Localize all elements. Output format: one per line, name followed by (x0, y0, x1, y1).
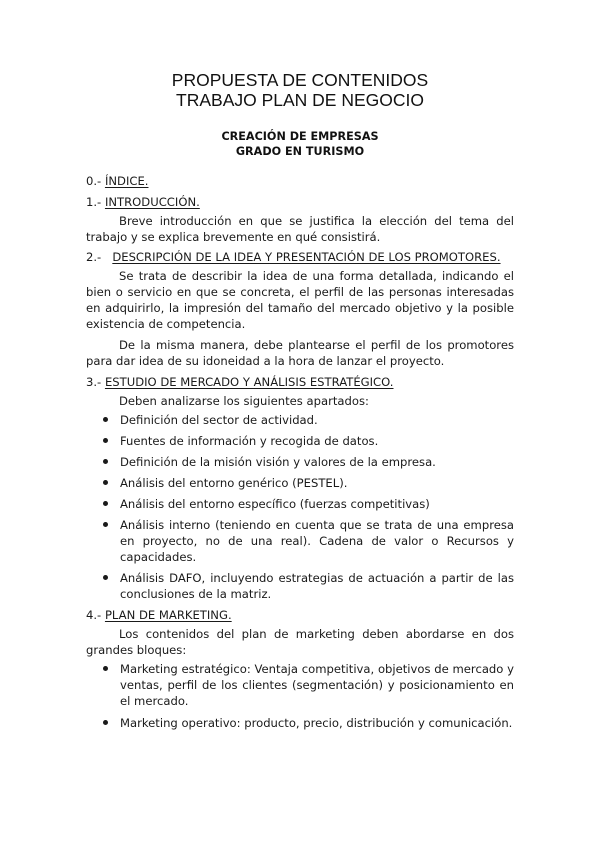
list-item (86, 454, 514, 470)
bullet-icon (103, 666, 108, 671)
section-title: DESCRIPCIÓN DE LA IDEA Y PRESENTACIÓN DE LOS PROMOTORES. (112, 250, 501, 264)
document-title (0, 70, 600, 110)
list-item (86, 570, 514, 602)
list-item-text: Análisis del entorno específico (fuerzas competitivas) (120, 497, 430, 511)
section-number: 2.- (86, 250, 113, 264)
list-item-text: Marketing operativo: producto, precio, distribución y comunicación. (120, 716, 513, 730)
section-heading-introduccion (86, 194, 514, 210)
section-heading-indice (86, 173, 514, 189)
list-item (86, 433, 514, 449)
list-item (86, 412, 514, 428)
list-item (86, 496, 514, 512)
bullet-icon (103, 575, 108, 580)
section-title: INTRODUCCIÓN. (104, 195, 200, 209)
section-title: ESTUDIO DE MERCADO Y ANÁLISIS ESTRATÉGICO. (104, 375, 394, 389)
section-number: 1.- (86, 195, 105, 209)
list-item-text: Definición del sector de actividad. (120, 413, 318, 427)
list-item-text: Definición de la misión visión y valores de la empresa. (120, 455, 436, 469)
subtitle-line-2: GRADO EN TURISMO (235, 145, 365, 158)
section-number: 0.- (86, 174, 105, 188)
list-item (86, 475, 514, 491)
section-heading-plan-marketing (86, 607, 514, 623)
list-item (86, 661, 514, 709)
list-item-text: Análisis interno (teniendo en cuenta que se trata de una empresa en proyecto, no de una real). Cadena de valor o Recursos y capacidades. (120, 518, 514, 564)
paragraph: Se trata de describir la idea de una forma detallada, indicando el bien o servicio en que se concreta, el perfil de las personas interesadas en adquirirlo, la impresión del tamaño del mercado objetivo y la posible existencia de competencia. (86, 269, 514, 331)
title-line-2: TRABAJO PLAN DE NEGOCIO (176, 90, 424, 110)
list-item-text: Marketing estratégico: Ventaja competitiva, objetivos de mercado y ventas, perfil de los clientes (segmentación) y posicionamiento en el mercado. (120, 662, 514, 708)
document-body (86, 173, 514, 737)
section-title: PLAN DE MARKETING. (104, 608, 232, 622)
paragraph: Los contenidos del plan de marketing deben abordarse en dos grandes bloques: (86, 627, 514, 657)
paragraph: De la misma manera, debe plantearse el perfil de los promotores para dar idea de su idoneidad a la hora de lanzar el proyecto. (86, 338, 514, 368)
paragraph: Deben analizarse los siguientes apartados: (119, 394, 369, 408)
bullet-icon (103, 501, 108, 506)
list-item (86, 715, 514, 731)
bullet-icon (103, 417, 108, 422)
section-heading-descripcion (86, 249, 514, 265)
subtitle-line-1: CREACIÓN DE EMPRESAS (221, 130, 379, 143)
bullet-list (86, 412, 514, 602)
bullet-icon (103, 720, 108, 725)
section-number: 4.- (86, 608, 105, 622)
section-heading-estudio-mercado (86, 374, 514, 390)
list-item-text: Análisis DAFO, incluyendo estrategias de actuación a partir de las conclusiones de la matriz. (120, 571, 514, 601)
title-line-1: PROPUESTA DE CONTENIDOS (171, 70, 429, 90)
bullet-list (86, 661, 514, 731)
bullet-icon (103, 522, 108, 527)
bullet-icon (103, 459, 108, 464)
list-item (86, 517, 514, 565)
bullet-icon (103, 480, 108, 485)
section-title: ÍNDICE. (104, 174, 149, 188)
document-subtitle (0, 129, 600, 159)
list-item-text: Fuentes de información y recogida de datos. (120, 434, 379, 448)
section-number: 3.- (86, 375, 105, 389)
bullet-icon (103, 438, 108, 443)
list-item-text: Análisis del entorno genérico (PESTEL). (120, 476, 348, 490)
paragraph: Breve introducción en que se justifica la elección del tema del trabajo y se explica brevemente en qué consistirá. (86, 214, 514, 244)
